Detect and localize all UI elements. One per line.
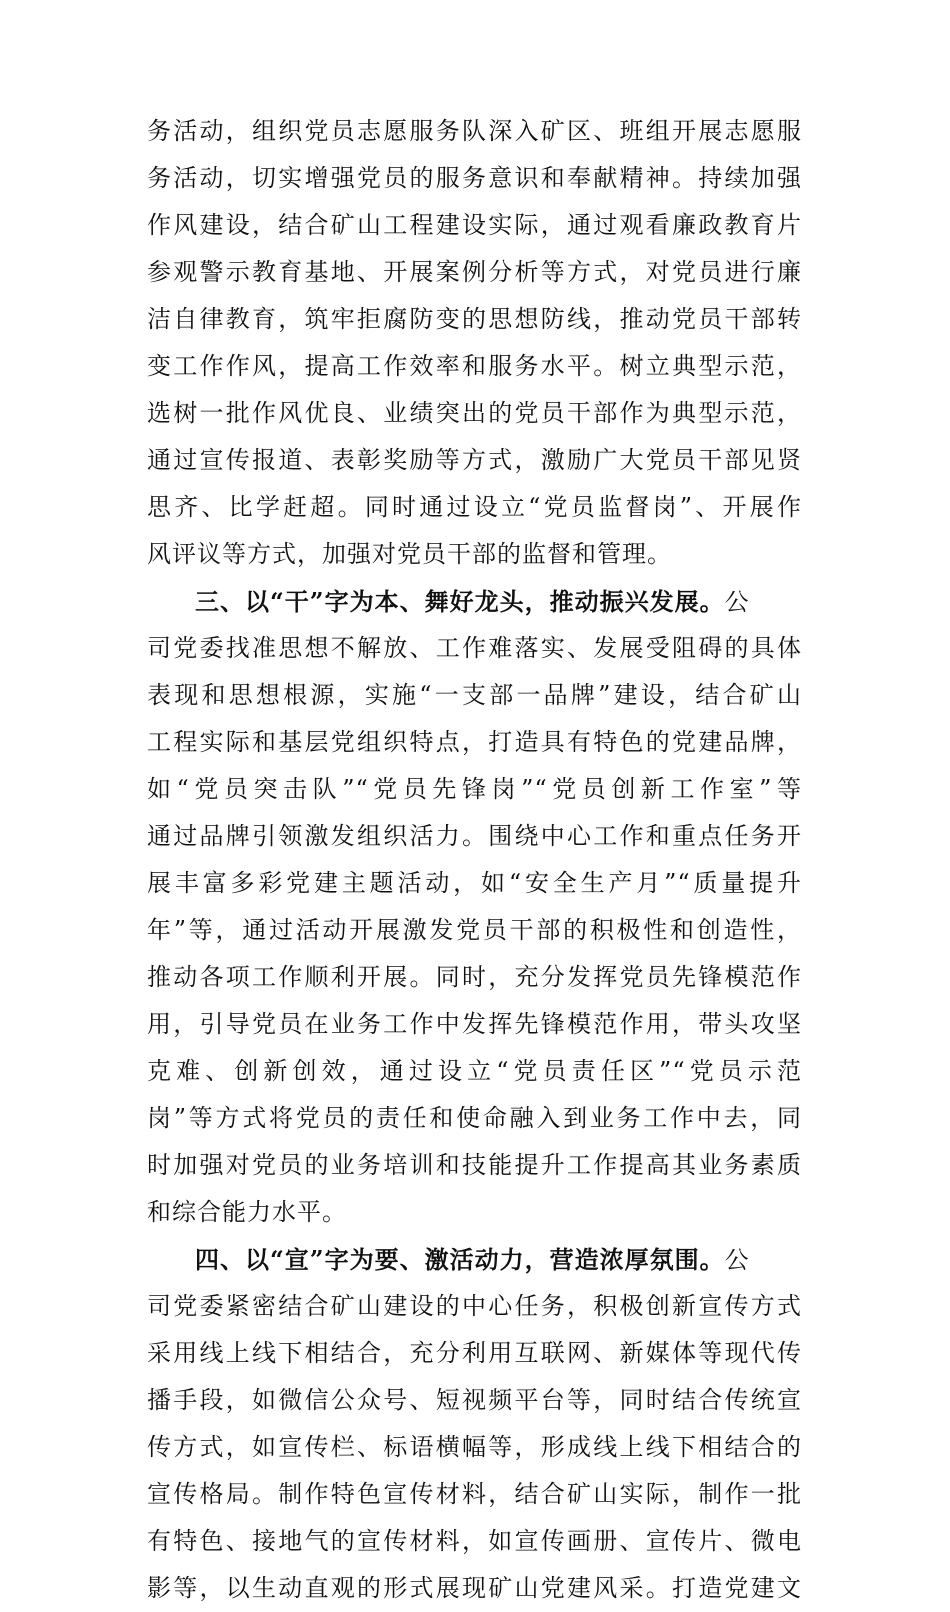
text-line: 司党委紧密结合矿山建设的中心任务，积极创新宣传方式 [147, 1292, 802, 1320]
heading-line-rest: 公 [724, 1246, 750, 1274]
section-heading-line [147, 1236, 802, 1283]
paragraph-section-three [147, 578, 802, 1236]
text-line: 有特色、接地气的宣传材料，如宣传画册、宣传片、微电 [147, 1527, 802, 1555]
text-line: 工程实际和基层党组织特点，打造具有特色的党建品牌， [147, 728, 802, 756]
text-line: 通过宣传报道、表彰奖励等方式，激励广大党员干部见贤 [147, 446, 802, 474]
text-line: 岗”等方式将党员的责任和使命融入到业务工作中去，同 [147, 1104, 802, 1132]
paragraph-continuation [147, 108, 802, 578]
text-line: 影等，以生动直观的形式展现矿山党建风采。打造党建文 [147, 1574, 802, 1602]
text-line: 思齐、比学赶超。同时通过设立“党员监督岗”、开展作 [147, 493, 802, 521]
document-body [147, 108, 802, 1612]
section-heading: 四、以“宣”字为要、激活动力，营造浓厚氛围。 [195, 1245, 725, 1274]
text-line: 年”等，通过活动开展激发党员干部的积极性和创造性， [147, 916, 802, 944]
text-line: 展丰富多彩党建主题活动，如“安全生产月”“质量提升 [147, 869, 802, 897]
text-line: 选树一批作风优良、业绩突出的党员干部作为典型示范， [147, 399, 802, 427]
text-line: 如“党员突击队”“党员先锋岗”“党员创新工作室”等 [147, 775, 802, 803]
text-line: 时加强对党员的业务培训和技能提升工作提高其业务素质 [147, 1151, 802, 1179]
text-line: 作风建设，结合矿山工程建设实际，通过观看廉政教育片 [147, 211, 802, 239]
paragraph-section-four [147, 1236, 802, 1612]
text-line: 司党委找准思想不解放、工作难落实、发展受阻碍的具体 [147, 634, 802, 662]
text-line: 通过品牌引领激发组织活力。围绕中心工作和重点任务开 [147, 822, 802, 850]
text-line: 采用线上线下相结合，充分利用互联网、新媒体等现代传 [147, 1339, 802, 1367]
text-line: 参观警示教育基地、开展案例分析等方式，对党员进行廉 [147, 258, 802, 286]
text-line: 传方式，如宣传栏、标语横幅等，形成线上线下相结合的 [147, 1433, 802, 1461]
text-line: 风评议等方式，加强对党员干部的监督和管理。 [147, 540, 672, 568]
text-line: 推动各项工作顺利开展。同时，充分发挥党员先锋模范作 [147, 963, 802, 991]
text-line: 播手段，如微信公众号、短视频平台等，同时结合传统宣 [147, 1386, 802, 1414]
section-heading: 三、以“干”字为本、舞好龙头，推动振兴发展。 [195, 587, 725, 616]
text-line: 变工作作风，提高工作效率和服务水平。树立典型示范， [147, 352, 802, 380]
section-heading-line [147, 578, 802, 625]
text-line: 务活动，切实增强党员的服务意识和奉献精神。持续加强 [147, 164, 802, 192]
text-line: 务活动，组织党员志愿服务队深入矿区、班组开展志愿服 [147, 117, 802, 145]
heading-line-rest: 公 [724, 588, 750, 616]
text-line: 用，引导党员在业务工作中发挥先锋模范作用，带头攻坚 [147, 1010, 802, 1038]
text-line: 宣传格局。制作特色宣传材料，结合矿山实际，制作一批 [147, 1480, 802, 1508]
text-line: 克难、创新创效，通过设立“党员责任区”“党员示范 [147, 1057, 802, 1085]
text-line: 和综合能力水平。 [147, 1198, 347, 1226]
text-line: 表现和思想根源，实施“一支部一品牌”建设，结合矿山 [147, 681, 802, 709]
text-line: 洁自律教育，筑牢拒腐防变的思想防线，推动党员干部转 [147, 305, 802, 333]
